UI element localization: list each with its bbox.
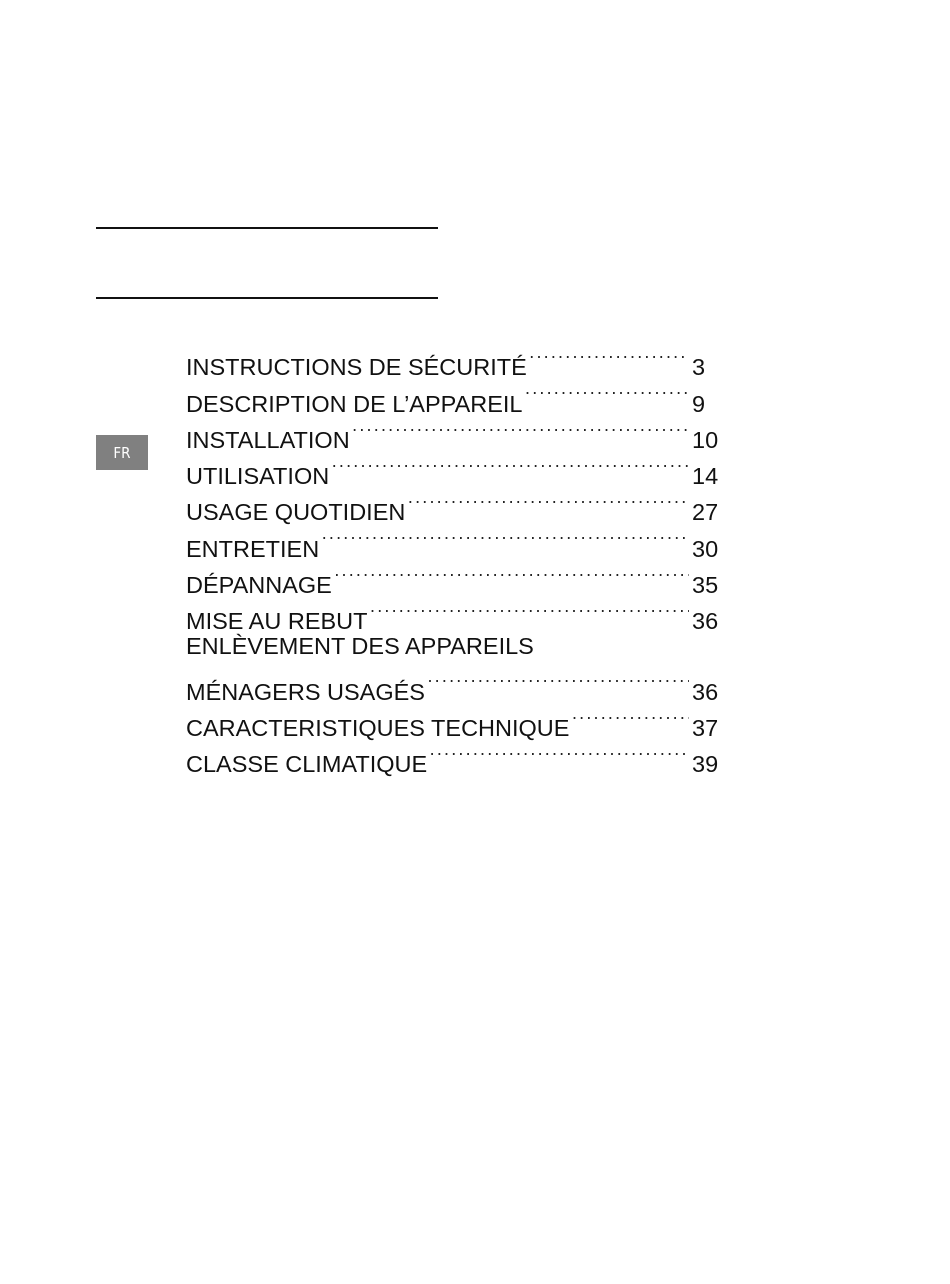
toc-entry-page: 10 (692, 426, 719, 453)
toc-dot-leader (321, 520, 689, 556)
toc-dot-leader (427, 663, 689, 699)
toc-dot-leader (571, 700, 689, 736)
language-tab (96, 435, 148, 470)
toc-entry-page: 9 (692, 390, 706, 417)
toc-entry-page: 36 (692, 608, 719, 635)
toc-entry-second-line (186, 663, 722, 705)
toc-entry-page: 14 (692, 463, 719, 490)
language-tab-label: FR (113, 443, 131, 462)
toc-dot-leader (352, 412, 689, 448)
table-of-contents (186, 339, 722, 778)
toc-dot-leader (529, 339, 689, 375)
toc-entry-safety[interactable] (186, 339, 722, 381)
toc-entry-title: MISE AU REBUT (186, 608, 368, 635)
header-rule-top (96, 227, 438, 229)
toc-entry-title: DÉPANNAGE (186, 572, 332, 599)
toc-dot-leader (407, 484, 689, 520)
toc-entry-title-line2: MÉNAGERS USAGÉS (186, 678, 425, 705)
toc-entry-title: UTILISATION (186, 463, 330, 490)
toc-entry-title-line1: ENLÈVEMENT DES APPAREILS (186, 633, 534, 660)
toc-entry-title: CLASSE CLIMATIQUE (186, 751, 428, 778)
toc-entry-title: USAGE QUOTIDIEN (186, 499, 406, 526)
toc-entry-title: ENTRETIEN (186, 535, 320, 562)
toc-entry-title: INSTALLATION (186, 426, 350, 453)
toc-dot-leader (331, 448, 689, 484)
toc-entry-appliance-removal[interactable] (186, 629, 722, 705)
toc-dot-leader (370, 593, 689, 629)
toc-entry-page: 27 (692, 499, 719, 526)
toc-dot-leader (429, 736, 689, 772)
toc-entry-title: INSTRUCTIONS DE SÉCURITÉ (186, 354, 527, 381)
toc-entry-page: 30 (692, 535, 719, 562)
toc-entry-page: 35 (692, 572, 719, 599)
toc-entry-page: 39 (692, 751, 719, 778)
toc-dot-leader (334, 557, 689, 593)
toc-entry-page: 3 (692, 354, 706, 381)
toc-entry-page: 36 (692, 678, 719, 705)
toc-entry-page: 37 (692, 714, 719, 741)
toc-entry-title: DESCRIPTION DE L’APPAREIL (186, 390, 523, 417)
header-rule-bottom (96, 297, 438, 299)
toc-entry-title: CARACTERISTIQUES TECHNIQUE (186, 714, 570, 741)
toc-dot-leader (525, 375, 690, 411)
